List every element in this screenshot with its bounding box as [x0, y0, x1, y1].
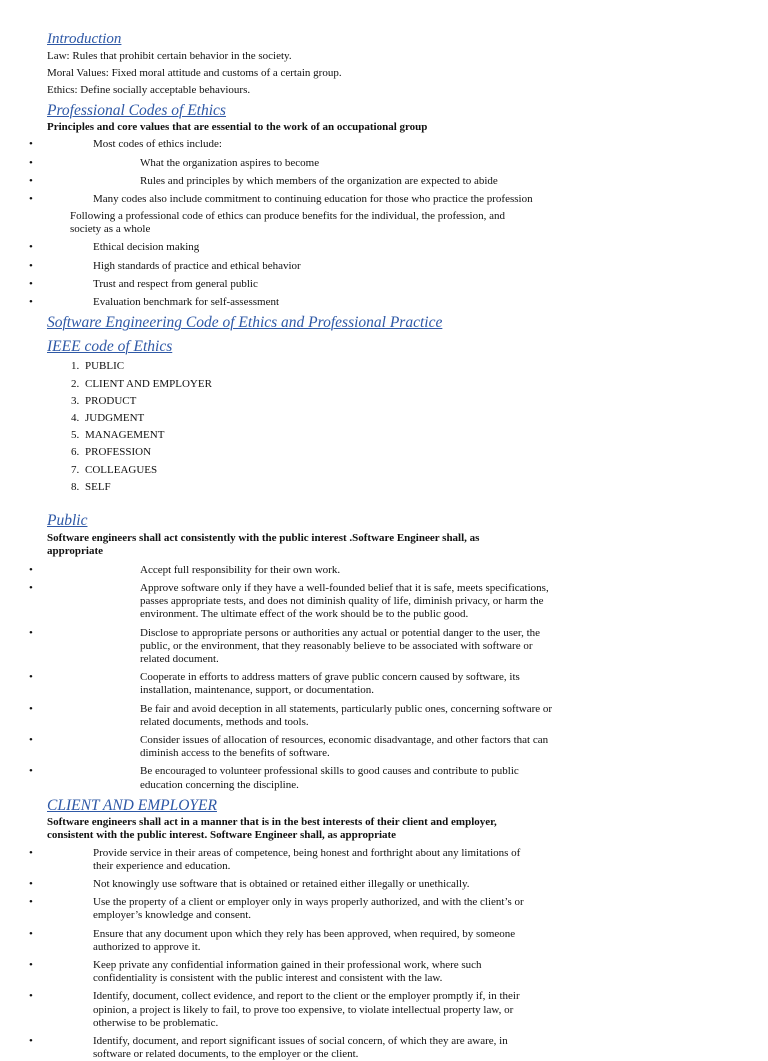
list-item	[29, 138, 728, 151]
list-item	[29, 1034, 728, 1061]
paragraph-line: society as a whole	[70, 223, 151, 236]
bullet-icon: •	[29, 192, 33, 205]
bullet-icon: •	[29, 1034, 33, 1047]
client-employer-heading: CLIENT AND EMPLOYER	[47, 796, 217, 814]
paragraph-line: Following a professional code of ethics can produce benefits for the individual, the profession, and	[70, 210, 505, 223]
list-item-text: Keep private any confidential information gained in their professional work, where such	[93, 958, 482, 971]
bullet-icon: •	[29, 296, 33, 309]
list-number: 8.	[71, 480, 80, 493]
bullet-icon: •	[29, 277, 33, 290]
bullet-icon: •	[29, 896, 33, 909]
list-item	[71, 412, 728, 425]
list-item-text: Use the property of a client or employer only in ways properly authorized, and with the client’s or	[93, 896, 524, 909]
list-item	[29, 563, 728, 577]
se-code-heading: Software Engineering Code of Ethics and Professional Practice	[47, 314, 443, 332]
definition-moral-values: Moral Values: Fixed moral attitude and customs of a certain group.	[47, 67, 342, 80]
bullet-icon: •	[29, 138, 33, 151]
list-item-text: Evaluation benchmark for self-assessment	[93, 296, 280, 309]
list-item	[29, 156, 728, 170]
list-item	[29, 896, 728, 922]
list-item	[29, 878, 728, 891]
list-item	[29, 846, 728, 873]
bullet-icon: •	[29, 174, 33, 187]
list-item-text: installation, maintenance, support, or documentation.	[140, 684, 374, 697]
list-number: 1.	[71, 360, 80, 373]
list-item-text: software or related documents, to the employer or the client.	[93, 1048, 359, 1061]
list-item-text: opinion, a project is likely to fail, to prove too expensive, to violate intellectual property law, or	[93, 1003, 514, 1016]
list-item-text: related documents, methods and tools.	[140, 715, 309, 728]
list-item	[29, 733, 728, 760]
list-item-text: education concerning the discipline.	[140, 778, 299, 791]
bullet-icon: •	[29, 927, 33, 940]
list-item	[71, 360, 728, 373]
list-item-text: PROFESSION	[85, 446, 152, 459]
list-item-text: Not knowingly use software that is obtained or retained either illegally or unethically.	[93, 878, 470, 891]
list-item-text: Provide service in their areas of competence, being honest and forthright about any limitations of	[93, 846, 521, 859]
list-item-text: public, or the environment, that they reasonably believe to be associated with software or	[140, 639, 533, 652]
ieee-code-heading: IEEE code of Ethics	[47, 337, 173, 355]
list-item	[29, 192, 728, 206]
list-item	[29, 702, 728, 729]
public-duties-list	[29, 563, 728, 792]
list-item	[71, 378, 728, 391]
bullet-icon: •	[29, 846, 33, 859]
bullet-icon: •	[29, 878, 33, 891]
list-item-text: PRODUCT	[85, 394, 137, 407]
list-item	[71, 395, 728, 408]
bullet-icon: •	[29, 241, 33, 254]
list-item-text: Ensure that any document upon which they rely has been approved, when required, by someone	[93, 927, 516, 940]
client-duties-list	[29, 846, 728, 1061]
bullet-icon: •	[29, 259, 33, 272]
list-number: 4.	[71, 411, 80, 424]
bullet-icon: •	[29, 765, 33, 778]
list-item	[29, 958, 728, 985]
definition-law: Law: Rules that prohibit certain behavior in the society.	[47, 50, 292, 62]
bullet-icon: •	[29, 156, 33, 169]
bullet-icon: •	[29, 563, 33, 576]
list-item-text: their experience and education.	[93, 859, 231, 872]
introduction-definitions	[47, 50, 728, 98]
list-item-text: What the organization aspires to become	[140, 156, 320, 169]
public-heading: Public	[47, 511, 88, 529]
codes-list	[29, 138, 728, 206]
bullet-icon: •	[29, 990, 33, 1003]
list-item-text: MANAGEMENT	[85, 429, 165, 442]
list-item-text: CLIENT AND EMPLOYER	[85, 377, 212, 390]
list-item-text: Cooperate in efforts to address matters of grave public concern caused by software, its	[140, 671, 520, 684]
list-item	[29, 765, 728, 791]
list-item	[71, 481, 728, 494]
paragraph-line: Software engineers shall act consistently with the public interest .Software Engineer shall, as	[47, 531, 480, 544]
list-item	[29, 927, 728, 954]
professional-codes-heading: Professional Codes of Ethics	[47, 101, 226, 119]
benefits-paragraph	[47, 210, 728, 236]
list-item	[29, 582, 728, 622]
list-item-text: environment. The ultimate effect of the work should be to the public good.	[140, 608, 469, 621]
bullet-icon: •	[29, 733, 33, 746]
list-item	[29, 174, 728, 188]
list-item-text: Disclose to appropriate persons or authorities any actual or potential danger to the user, the	[140, 626, 541, 639]
list-item	[29, 626, 728, 667]
list-item-text: Identify, document, collect evidence, and report to the client or the employer promptly if, in their	[93, 990, 520, 1003]
paragraph-line: consistent with the public interest. Software Engineer shall, as appropriate	[47, 829, 397, 842]
bullet-icon: •	[29, 582, 33, 595]
list-item-text: High standards of practice and ethical behavior	[93, 259, 301, 272]
list-item-text: confidentiality is consistent with the public interest and consistent with the law.	[93, 972, 443, 985]
list-item	[71, 429, 728, 442]
bullet-icon: •	[29, 958, 33, 971]
list-number: 7.	[71, 463, 80, 476]
list-item-text: Trust and respect from general public	[93, 277, 258, 290]
benefits-list	[29, 241, 728, 309]
definition-ethics: Ethics: Define socially acceptable behaviours.	[47, 84, 251, 97]
list-item	[29, 671, 728, 697]
list-item	[29, 259, 728, 273]
list-item	[29, 241, 728, 254]
list-item	[71, 464, 728, 477]
list-number: 2.	[71, 377, 80, 390]
list-item-text: otherwise to be problematic.	[93, 1016, 219, 1029]
bullet-icon: •	[29, 702, 33, 715]
list-item-text: Consider issues of allocation of resources, economic disadvantage, and other factors that can	[140, 733, 549, 746]
list-item-text: diminish access to the benefits of software.	[140, 747, 330, 760]
list-item-text: Accept full responsibility for their own work.	[140, 563, 341, 576]
list-item	[71, 446, 728, 459]
list-item-text: employer’s knowledge and consent.	[93, 909, 252, 922]
public-intro	[47, 532, 728, 558]
list-item-text: passes appropriate tests, and does not diminish quality of life, diminish privacy, or harm the	[140, 595, 544, 608]
list-item-text: SELF	[85, 480, 111, 493]
professional-codes-subheading: Principles and core values that are essential to the work of an occupational group	[47, 121, 428, 134]
list-item-text: PUBLIC	[85, 360, 125, 373]
list-item-text: Be fair and avoid deception in all statements, particularly public ones, concerning software or	[140, 702, 553, 715]
list-item-text: Ethical decision making	[93, 241, 200, 254]
client-employer-intro	[47, 816, 728, 842]
list-number: 6.	[71, 446, 80, 459]
introduction-heading: Introduction	[47, 31, 122, 47]
list-number: 5.	[71, 429, 80, 442]
list-item-text: Approve software only if they have a well-founded belief that it is safe, meets specifications,	[140, 582, 549, 595]
list-item-text: Be encouraged to volunteer professional skills to good causes and contribute to public	[140, 765, 519, 778]
bullet-icon: •	[29, 626, 33, 639]
list-item-text: Identify, document, and report significant issues of social concern, of which they are aware, in	[93, 1034, 508, 1047]
list-item	[29, 277, 728, 291]
list-item-text: related document.	[140, 653, 219, 665]
ieee-principles-list	[47, 360, 728, 494]
list-number: 3.	[71, 394, 80, 407]
paragraph-line: appropriate	[47, 544, 104, 557]
list-item-text: COLLEAGUES	[85, 463, 158, 476]
list-item-text: JUDGMENT	[85, 411, 145, 424]
list-item	[29, 296, 728, 309]
list-item-text: Rules and principles by which members of the organization are expected to abide	[140, 174, 498, 187]
bullet-icon: •	[29, 671, 33, 684]
paragraph-line: Software engineers shall act in a manner that is in the best interests of their client and employer,	[47, 816, 497, 829]
list-item-text: authorized to approve it.	[93, 940, 201, 953]
list-item-text: Most codes of ethics include:	[93, 138, 222, 151]
list-item-text: Many codes also include commitment to continuing education for those who practice the profession	[93, 192, 533, 205]
